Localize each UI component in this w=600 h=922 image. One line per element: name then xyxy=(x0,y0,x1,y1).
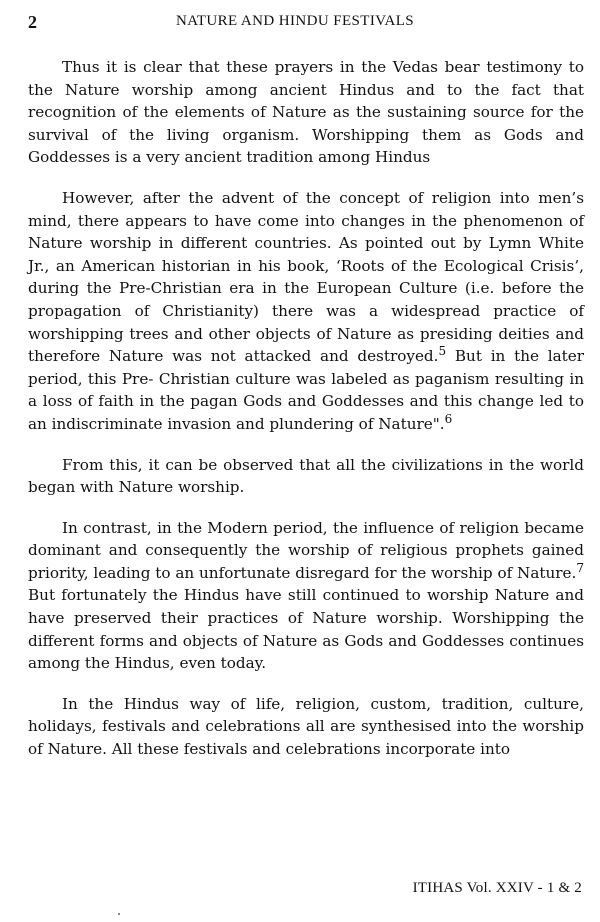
paragraph-3-text: From this, it can be observed that all the civilizations in the world began with Nature worship. xyxy=(28,455,584,497)
paragraph-4-text-b: But fortunately the Hindus have still continued to worship Nature and have preserved their practices of Nature worship. Worshipping the different forms and objects of Nature as Gods and Goddesses continues among the Hindus, even today. xyxy=(28,586,584,673)
paragraph-5-text: In the Hindus way of life, religion, custom, tradition, culture, holidays, festivals and celebrations all are synthesised into the worship of Nature. All these festivals and celebrations incorporate into xyxy=(28,694,584,759)
paragraph-1-text: Thus it is clear that these prayers in the Vedas bear testimony to the Nature worship among ancient Hindus and to the fact that recognition of the elements of Nature as the sustaining source for the survival of the living organism. Worshipping them as Gods and Goddesses is a very ancient tradition among Hindus xyxy=(28,58,584,167)
page-number: 2 xyxy=(28,12,38,32)
paragraph-4 xyxy=(28,517,584,675)
footnote-ref-6: 6 xyxy=(444,411,453,426)
paragraph-1 xyxy=(28,56,584,169)
footnote-ref-5: 5 xyxy=(438,344,447,359)
footnote-ref-7: 7 xyxy=(576,560,584,575)
paragraph-4-text-a: In contrast, in the Modern period, the influence of religion became dominant and consequently the worship of religious prophets gained priority, leading to an unfortunate disregard for the worship of Nature. xyxy=(28,518,584,582)
paragraph-2-text-a: However, after the advent of the concept of religion into men’s mind, there appears to have come into changes in the phenomenon of Nature worship in different countries. As pointed out by Lymn White Jr., an American historian in his book, ‘Roots of the Ecological Crisis’, during the Pre-Christian era in the European Culture (i.e. before the propagation of Christianity) there was a widespread practice of worshipping trees and other objects of Nature as presiding deities and therefore Nature was not attacked and destroyed. xyxy=(28,188,584,366)
running-title: NATURE AND HINDU FESTIVALS xyxy=(176,13,415,29)
page-footer: ITIHAS Vol. XXIV - 1 & 2 xyxy=(412,880,582,896)
paragraph-2-text-b: But in the later period, this Pre- Christian culture was labeled as paganism resulting in a loss of faith in the pagan Gods and Goddesses and this change led to an indiscriminate invasion and plundering of Nature". xyxy=(28,347,584,433)
body-text xyxy=(28,56,584,779)
paragraph-2 xyxy=(28,187,584,436)
scan-speck xyxy=(118,913,120,915)
page-header xyxy=(28,12,580,42)
paragraph-3 xyxy=(28,454,584,499)
paragraph-5 xyxy=(28,693,584,761)
